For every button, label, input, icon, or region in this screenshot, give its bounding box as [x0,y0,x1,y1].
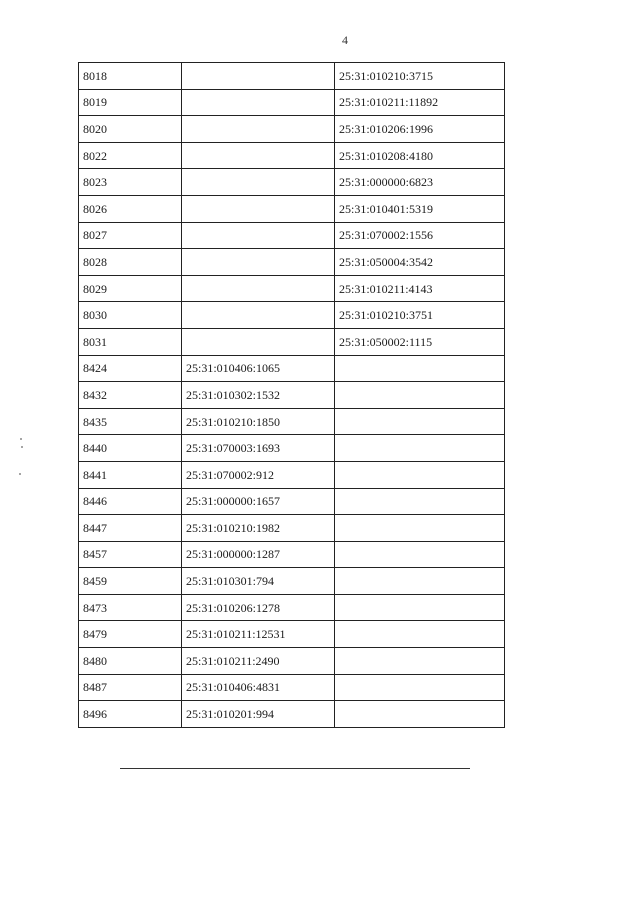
table-cell-col2 [182,195,335,222]
table-cell-col2: 25:31:010406:1065 [182,355,335,382]
table-cell-col2: 25:31:000000:1287 [182,541,335,568]
table-cell-col1: 8447 [79,515,182,542]
table-cell-col3 [335,621,505,648]
table-cell-col2 [182,63,335,90]
table-row [79,249,505,276]
table-cell-col2 [182,89,335,116]
table-row [79,328,505,355]
table-cell-col2: 25:31:000000:1657 [182,488,335,515]
table-cell-col2: 25:31:010210:1982 [182,515,335,542]
table-cell-col3: 25:31:010206:1996 [335,116,505,143]
page-number: 4 [342,33,348,47]
table-row [79,89,505,116]
table-cell-col3 [335,355,505,382]
table-cell-col1: 8029 [79,275,182,302]
table-cell-col1: 8446 [79,488,182,515]
table-cell-col1: 8457 [79,541,182,568]
table-cell-col1: 8441 [79,461,182,488]
table-cell-col3: 25:31:050004:3542 [335,249,505,276]
table-cell-col2: 25:31:010206:1278 [182,594,335,621]
table-cell-col3: 25:31:010208:4180 [335,142,505,169]
table-row [79,195,505,222]
table-row [79,648,505,675]
table-cell-col3: 25:31:010211:4143 [335,275,505,302]
table-cell-col1: 8031 [79,328,182,355]
table-cell-col1: 8479 [79,621,182,648]
table-row [79,621,505,648]
table-cell-col1: 8026 [79,195,182,222]
table-row [79,568,505,595]
table-cell-col3 [335,488,505,515]
table-cell-col1: 8023 [79,169,182,196]
table-cell-col1: 8440 [79,435,182,462]
table-cell-col2: 25:31:010211:12531 [182,621,335,648]
table-cell-col2 [182,222,335,249]
table-cell-col3: 25:31:010210:3715 [335,63,505,90]
table-cell-col1: 8019 [79,89,182,116]
table-row [79,355,505,382]
table-row [79,142,505,169]
table-cell-col3: 25:31:070002:1556 [335,222,505,249]
table-cell-col3 [335,382,505,409]
table-cell-col3 [335,648,505,675]
table-cell-col3 [335,701,505,728]
table-cell-col2 [182,328,335,355]
table-cell-col3: 25:31:010210:3751 [335,302,505,329]
table-cell-col1: 8496 [79,701,182,728]
table-cell-col2: 25:31:070002:912 [182,461,335,488]
table-cell-col2: 25:31:010211:2490 [182,648,335,675]
table-cell-col2 [182,249,335,276]
table-cell-col1: 8435 [79,408,182,435]
table-cell-col2 [182,142,335,169]
table-row [79,63,505,90]
table-cell-col3: 25:31:010211:11892 [335,89,505,116]
table-cell-col1: 8473 [79,594,182,621]
scan-speck [20,438,22,440]
bottom-divider [120,768,470,769]
table-row [79,488,505,515]
table-cell-col1: 8424 [79,355,182,382]
table-row [79,222,505,249]
table-row [79,701,505,728]
table-body [79,63,505,728]
table-row [79,435,505,462]
table-cell-col1: 8027 [79,222,182,249]
table-cell-col2: 25:31:010201:994 [182,701,335,728]
table-cell-col2 [182,169,335,196]
table-cell-col3: 25:31:010401:5319 [335,195,505,222]
table-row [79,541,505,568]
table-row [79,116,505,143]
table-cell-col3 [335,408,505,435]
table-row [79,169,505,196]
table-cell-col1: 8459 [79,568,182,595]
table-cell-col3 [335,461,505,488]
table-cell-col2 [182,116,335,143]
table-row [79,382,505,409]
table-cell-col1: 8480 [79,648,182,675]
table-cell-col3 [335,674,505,701]
table-cell-col2 [182,275,335,302]
table-row [79,515,505,542]
table-cell-col2: 25:31:010301:794 [182,568,335,595]
table-cell-col2: 25:31:070003:1693 [182,435,335,462]
table-cell-col1: 8030 [79,302,182,329]
table-cell-col3: 25:31:050002:1115 [335,328,505,355]
table-cell-col2: 25:31:010302:1532 [182,382,335,409]
table-cell-col1: 8432 [79,382,182,409]
table-cell-col1: 8028 [79,249,182,276]
table-row [79,275,505,302]
table-row [79,408,505,435]
table-cell-col3 [335,515,505,542]
table-cell-col3 [335,568,505,595]
table-row [79,674,505,701]
table-cell-col2: 25:31:010406:4831 [182,674,335,701]
scan-speck [19,473,21,475]
table-cell-col1: 8487 [79,674,182,701]
table-row [79,594,505,621]
table-cell-col3 [335,541,505,568]
scan-speck [21,446,23,448]
cadastral-table [78,62,505,728]
table-cell-col3 [335,594,505,621]
table-cell-col1: 8020 [79,116,182,143]
table-cell-col3: 25:31:000000:6823 [335,169,505,196]
table-cell-col1: 8022 [79,142,182,169]
table-cell-col2 [182,302,335,329]
table-row [79,461,505,488]
table-cell-col1: 8018 [79,63,182,90]
table-cell-col3 [335,435,505,462]
table-row [79,302,505,329]
table-cell-col2: 25:31:010210:1850 [182,408,335,435]
